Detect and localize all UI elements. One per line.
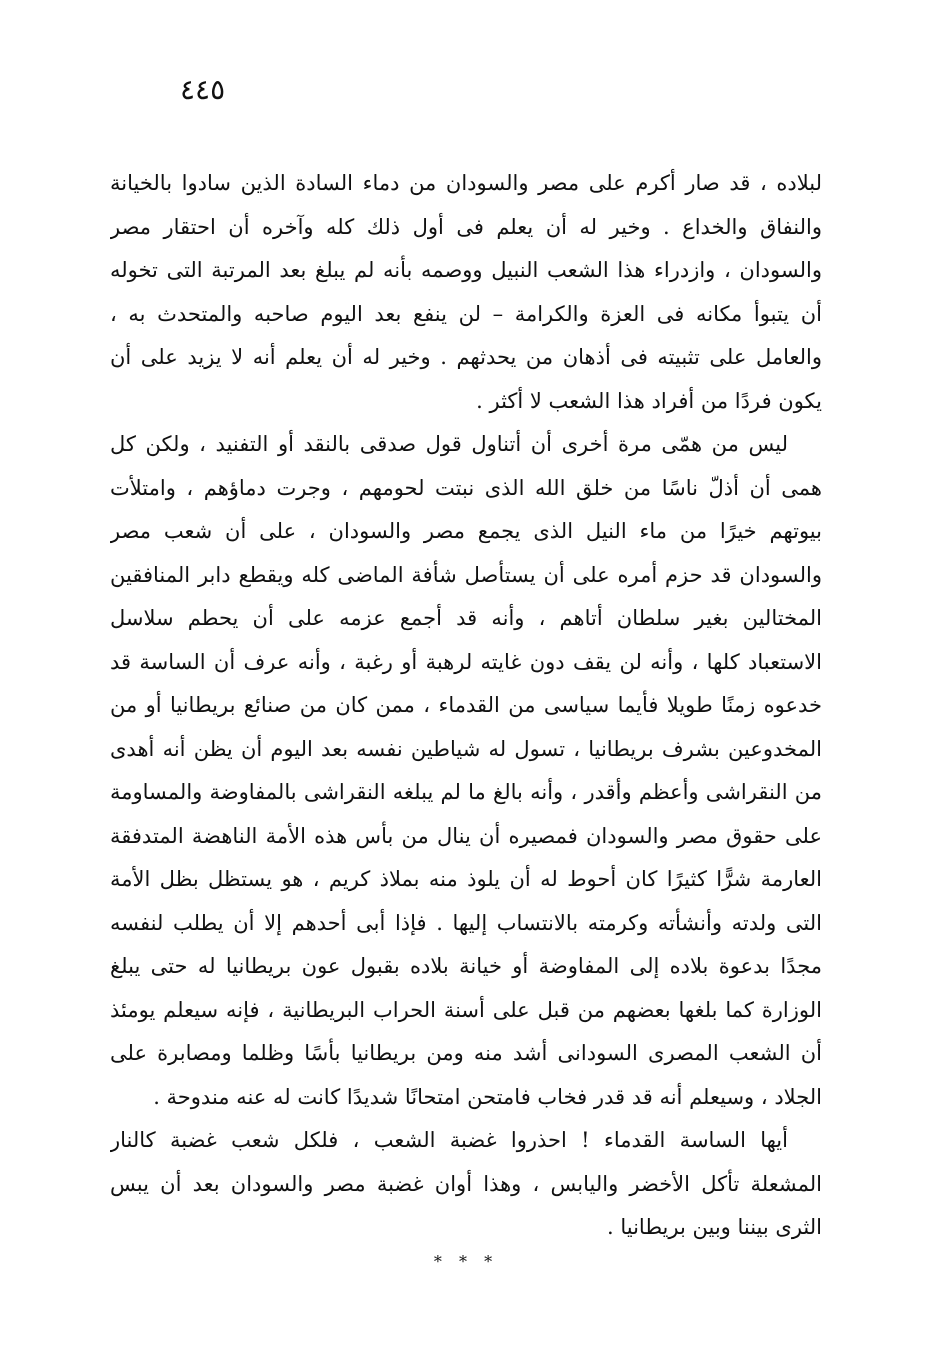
text-line: أيها الساسة القدماء ! احذروا غضبة الشعب ، فلكل شعب غضبة كالنار (110, 1128, 788, 1152)
text-line: الثرى بيننا وبين بريطانيا . (606, 1215, 822, 1239)
page-number: ٤٤٥ (180, 73, 226, 106)
text-line: المخدوعين بشرف بريطانيا ، تسول له شياطين نفسه بعد اليوم أن يظن أنه أهدى (110, 736, 822, 761)
text-line: لبلاده ، قد صار أكرم على مصر والسودان من دماء السادة الذين سادوا بالخيانة (110, 171, 822, 195)
text-line: الجلاد ، وسيعلم أنه قد قدر فخاب فامتحن امتحانًا شديدًا كانت له عنه مندوحة . (153, 1084, 822, 1109)
text-body (110, 162, 822, 1250)
text-line: على حقوق مصر والسودان فمصيره أن ينال من بأس هذه الأمة الناهضة المتدفقة (110, 823, 822, 848)
text-line: الوزارة كما بلغها بعضهم من قبل على أسنة الحراب البريطانية ، فإنه سيعلم يومئذ (110, 997, 822, 1022)
section-separator: * * * (433, 1252, 499, 1271)
text-line: من النقراشى وأعظم وأقدر ، وأنه بالغ ما لم يبلغه النقراشى بالمفاوضة والمساومة (110, 780, 822, 804)
text-line: التى ولدته وأنشأته وكرمته بالانتساب إليها . فإذا أبى أحدهم إلا أن يطلب لنفسه (110, 910, 822, 935)
text-line: أن الشعب المصرى السودانى أشد منه ومن بريطانيا بأسًا وظلما ومصابرة على (110, 1041, 822, 1065)
text-line: والسودان قد حزم أمره على أن يستأصل شأفة الماضى كله ويقطع دابر المنافقين (110, 562, 822, 587)
text-line: أن يتبوأ مكانه فى العزة والكرامة – لن ينفع بعد اليوم صاحبه والمتحدث به ، (110, 301, 822, 326)
text-line: والسودان ، وازدراء هذا الشعب النبيل ووصمه بأنه لم يبلغ بعد المرتبة التى تخوله (110, 258, 822, 282)
text-line: خدعوه زمنًا طويلا فأيما سياسى من القدماء ، ممن كان من صنائع بريطانيا أو من (110, 693, 822, 717)
text-line: والنفاق والخداع . وخير له أن يعلم فى أول ذلك كله وآخره أن احتقار مصر (110, 214, 822, 239)
text-line: ليس من همّى مرة أخرى أن أتناول قول صدقى بالنقد أو التفنيد ، ولكن كل (110, 432, 788, 456)
text-line: العارمة شرًّا كثيرًا كان أحوط له أن يلوذ منه بملاذ كريم ، هو يستظل بظل الأمة (110, 867, 822, 891)
text-line: والعامل على تثبيته فى أذهان من يحدثهم . وخير له أن يعلم أنه لا يزيد على أن (110, 345, 822, 369)
text-line: مجدًا بدعوة بلاده إلى المفاوضة أو خيانة بلاده بقبول عون بريطانيا له حتى يبلغ (110, 954, 822, 978)
paragraph (110, 1119, 822, 1250)
text-line: بيوتهم خيرًا من ماء النيل الذى يجمع مصر والسودان ، على أن شعب مصر (110, 519, 822, 543)
text-line: يكون فردًا من أفراد هذا الشعب لا أكثر . (476, 388, 822, 413)
text-line: المختالين بغير سلطان أتاهم ، وأنه قد أجمع عزمه على أن يحطم سلاسل (110, 606, 822, 630)
text-line: المشعلة تأكل الأخضر واليابس ، وهذا أوان غضبة مصر والسودان بعد أن يبس (110, 1171, 822, 1196)
text-line: الاستعباد كلها ، وأنه لن يقف دون غايته لرهبة أو رغبة ، وأنه عرف أن الساسة قد (110, 649, 822, 674)
text-line: همى أن أذلّ ناسًا من خلق الله الذى نبتت لحومهم ، وجرت دماؤهم ، وامتلأت (110, 475, 822, 500)
paragraph (110, 162, 822, 423)
paragraph (110, 423, 822, 1119)
